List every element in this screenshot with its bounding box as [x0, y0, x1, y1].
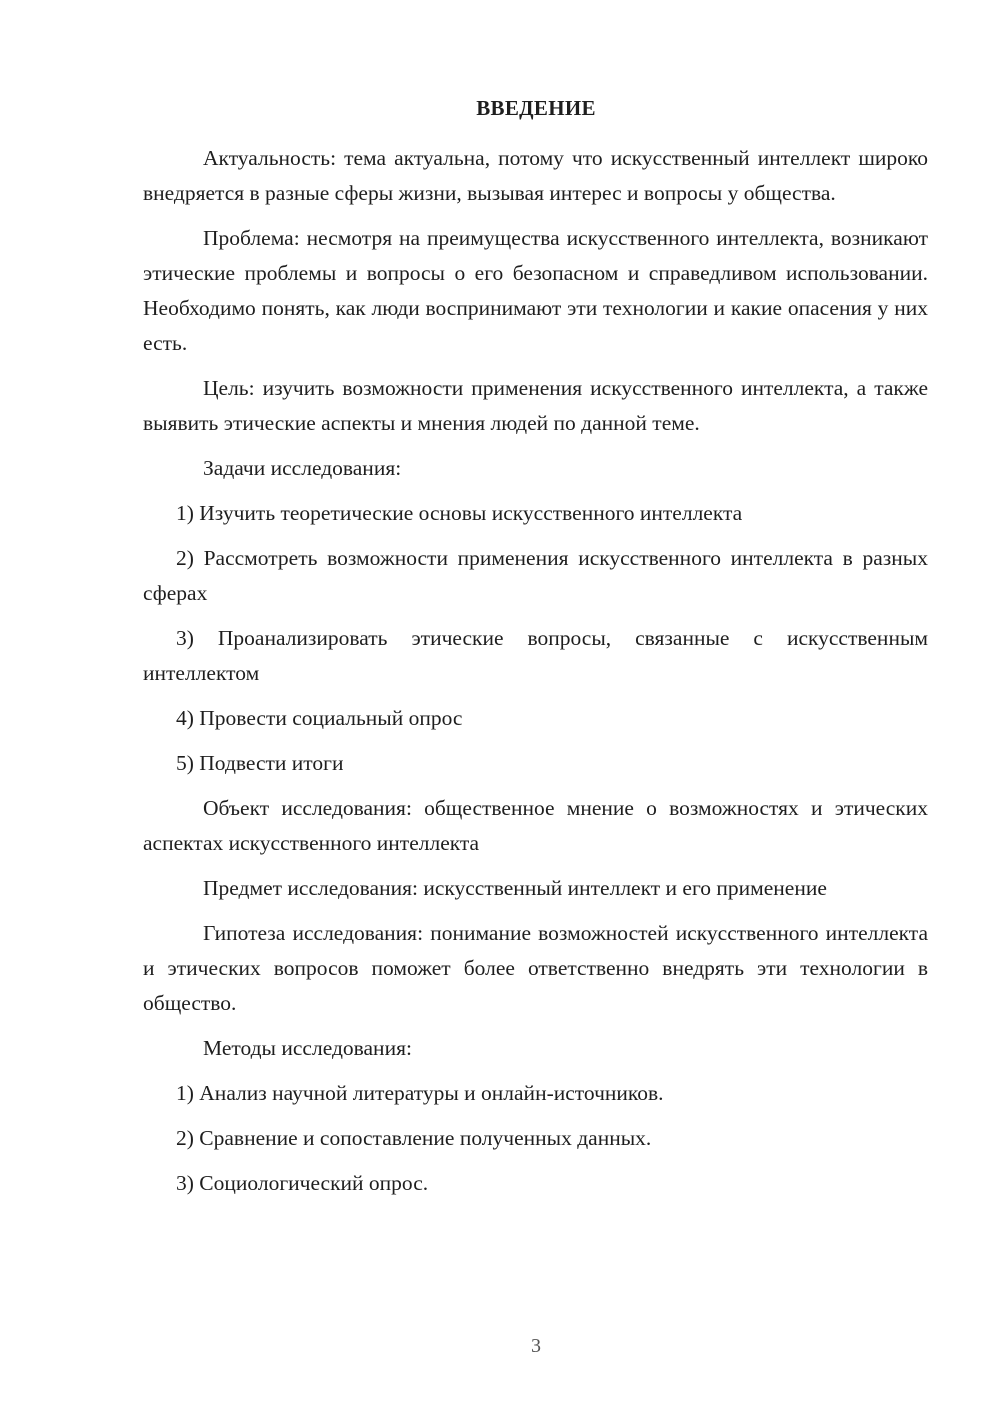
page-number: 3 [531, 1335, 541, 1357]
paragraph-problem: Проблема: несмотря на преимущества искусственного интеллекта, возникают этические проблемы и вопросы о его безопасном и справедливом использовании. Необходимо понять, как люди воспринимают эти технологии и какие опасения у них есть. [143, 226, 928, 355]
task-item: 5) Подвести итоги [176, 751, 344, 775]
paragraph-tasks-heading: Задачи исследования: [203, 456, 402, 480]
document-body [143, 141, 928, 1211]
task-item: 2) Рассмотреть возможности применения искусственного интеллекта в разных сферах [143, 546, 928, 605]
paragraph-object: Объект исследования: общественное мнение о возможностях и этических аспектах искусственного интеллекта [143, 796, 928, 855]
method-item: 2) Сравнение и сопоставление полученных данных. [176, 1126, 652, 1150]
task-item: 3) Проанализировать этические вопросы, связанные с искусственным интеллектом [143, 626, 928, 685]
paragraph-hypothesis: Гипотеза исследования: понимание возможностей искусственного интеллекта и этических вопросов поможет более ответственно внедрять эти технологии в общество. [143, 921, 928, 1015]
paragraph-relevance: Актуальность: тема актуальна, потому что искусственный интеллект широко внедряется в разные сферы жизни, вызывая интерес и вопросы у общества. [143, 146, 928, 205]
method-item: 1) Анализ научной литературы и онлайн-источников. [176, 1081, 664, 1105]
task-item: 4) Провести социальный опрос [176, 706, 463, 730]
page-title: ВВЕДЕНИЕ [476, 96, 596, 120]
method-item: 3) Социологический опрос. [176, 1171, 429, 1195]
task-item: 1) Изучить теоретические основы искусственного интеллекта [176, 501, 743, 525]
paragraph-subject: Предмет исследования: искусственный интеллект и его применение [203, 876, 827, 900]
paragraph-goal: Цель: изучить возможности применения искусственного интеллекта, а также выявить этические аспекты и мнения людей по данной теме. [143, 376, 928, 435]
paragraph-methods-heading: Методы исследования: [203, 1036, 412, 1060]
